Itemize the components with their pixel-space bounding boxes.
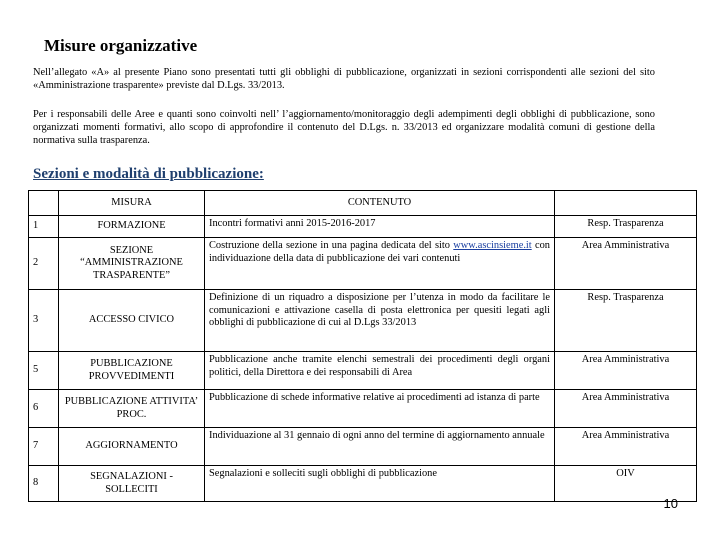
section-title: Sezioni e modalità di pubblicazione: bbox=[33, 166, 264, 182]
row-responsible: Area Amministrativa bbox=[555, 390, 697, 428]
row-responsible: Area Amministrativa bbox=[555, 238, 697, 290]
row-number: 1 bbox=[29, 216, 59, 238]
row-misura: PUBBLICAZIONE ATTIVITA’ PROC. bbox=[59, 390, 205, 428]
header-misura: MISURA bbox=[59, 191, 205, 216]
table-row bbox=[29, 428, 697, 466]
row-misura: AGGIORNAMENTO bbox=[59, 428, 205, 466]
table-header-row bbox=[29, 191, 697, 216]
row-contenuto: Incontri formativi anni 2015-2016-2017 bbox=[205, 216, 555, 238]
header-num bbox=[29, 191, 59, 216]
row-contenuto: Pubblicazione di schede informative relative ai procedimenti ad istanza di parte bbox=[205, 390, 555, 428]
page-number: 10 bbox=[663, 496, 678, 511]
table-row bbox=[29, 216, 697, 238]
table-row bbox=[29, 290, 697, 352]
row-number: 2 bbox=[29, 238, 59, 290]
measures-table bbox=[28, 190, 697, 502]
table-row bbox=[29, 466, 697, 502]
row-number: 7 bbox=[29, 428, 59, 466]
row-contenuto: Pubblicazione anche tramite elenchi semestrali dei procedimenti degli organi politici, della Direttora e dei responsabili di Area bbox=[205, 352, 555, 390]
row-misura: SEZIONE “AMMINISTRAZIONE TRASPARENTE” bbox=[59, 238, 205, 290]
intro-paragraph: Nell’allegato «A» al presente Piano sono presentati tutti gli obblighi di pubblicazione, organizzati in sezioni corrispondenti alle sezioni del sito «Amministrazione trasparente» previste dal D.Lgs. 33/2013. bbox=[33, 67, 655, 91]
row-contenuto bbox=[205, 238, 555, 290]
training-paragraph: Per i responsabili delle Aree e quanti sono coinvolti nell’ l’aggiornamento/monitoraggio degli adempimenti degli obblighi di pubblicazione, sono organizzati momenti formativi, allo scopo di approfondire il contenuto del D.Lgs. n. 33/2013 ed organizzare modalità comuni di gestione della normativa sulla trasparenza. bbox=[33, 109, 655, 146]
site-link[interactable]: www.ascinsieme.it bbox=[453, 240, 532, 251]
row-responsible: Area Amministrativa bbox=[555, 428, 697, 466]
row-responsible: Resp. Trasparenza bbox=[555, 216, 697, 238]
row-misura: ACCESSO CIVICO bbox=[59, 290, 205, 352]
table-row bbox=[29, 238, 697, 290]
table-row bbox=[29, 352, 697, 390]
row-number: 3 bbox=[29, 290, 59, 352]
row-contenuto: Individuazione al 31 gennaio di ogni anno del termine di aggiornamento annuale bbox=[205, 428, 555, 466]
row-responsible: Area Amministrativa bbox=[555, 352, 697, 390]
row-number: 6 bbox=[29, 390, 59, 428]
header-resp bbox=[555, 191, 697, 216]
header-contenuto: CONTENUTO bbox=[205, 191, 555, 216]
row-number: 5 bbox=[29, 352, 59, 390]
row-responsible: OIV bbox=[555, 466, 697, 502]
row-contenuto: Definizione di un riquadro a disposizione per l’utenza in modo da facilitare le comunicazioni e attivazione casella di posta elettronica per quesiti legati agli obblighi di pubblicazione di cui al D.Lgs 33/2013 bbox=[205, 290, 555, 352]
row-misura: SEGNALAZIONI - SOLLECITI bbox=[59, 466, 205, 502]
row-number: 8 bbox=[29, 466, 59, 502]
row-responsible: Resp. Trasparenza bbox=[555, 290, 697, 352]
row-misura: FORMAZIONE bbox=[59, 216, 205, 238]
contenuto-text: Costruzione della sezione in una pagina dedicata del sito bbox=[209, 240, 454, 251]
contenuto-text: con individuazione della data di pubblicazione dei vari contenuti bbox=[209, 240, 550, 264]
page-title: Misure organizzative bbox=[44, 36, 198, 55]
row-contenuto: Segnalazioni e solleciti sugli obblighi di pubblicazione bbox=[205, 466, 555, 502]
table-row bbox=[29, 390, 697, 428]
row-misura: PUBBLICAZIONE PROVVEDIMENTI bbox=[59, 352, 205, 390]
